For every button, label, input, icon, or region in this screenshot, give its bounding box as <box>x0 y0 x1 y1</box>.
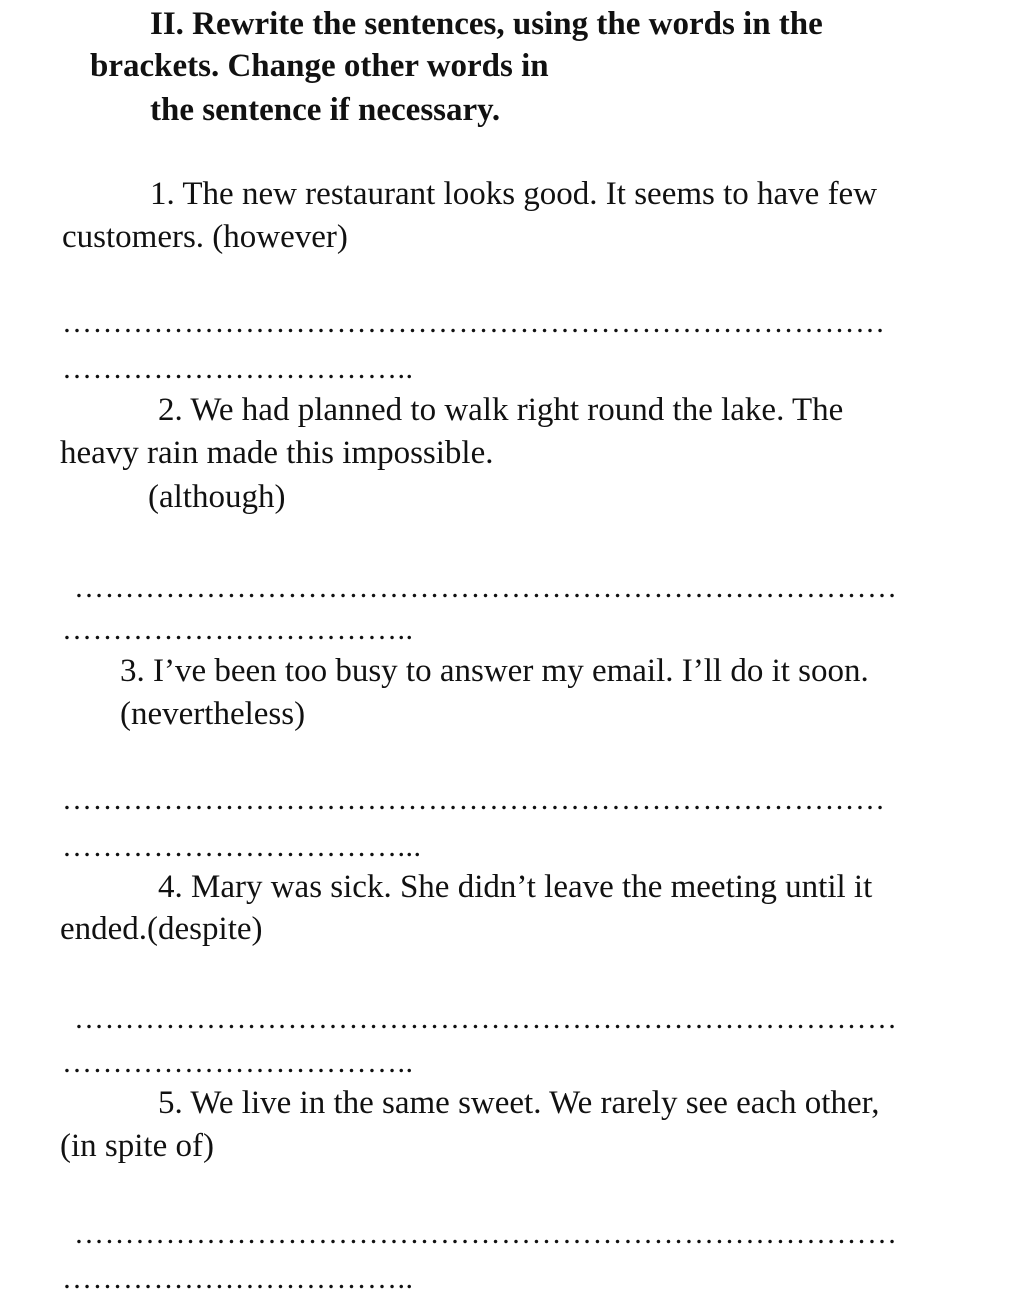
question-3-line-1: 3. I’ve been too busy to answer my email. I’ll do it soon. <box>120 653 869 689</box>
question-5-line-2: (in spite of) <box>60 1128 214 1164</box>
question-4-line-1: 4. Mary was sick. She didn’t leave the meeting until it <box>158 869 873 905</box>
question-5-line-1: 5. We live in the same sweet. We rarely see each other, <box>158 1085 880 1121</box>
answer-line-5b[interactable]: …………………………….. <box>62 1264 414 1294</box>
answer-line-3b[interactable]: ……………………………... <box>62 832 422 862</box>
question-1-line-1: 1. The new restaurant looks good. It seems to have few <box>150 176 878 212</box>
question-2-line-3: (although) <box>148 479 286 515</box>
question-2-line-1: 2. We had planned to walk right round the lake. The <box>158 392 844 428</box>
answer-line-2a[interactable]: ……………………………………………………………………… <box>74 573 898 603</box>
answer-line-4b[interactable]: …………………………….. <box>62 1048 414 1078</box>
question-3-line-2: (nevertheless) <box>120 696 306 732</box>
answer-line-2b[interactable]: …………………………….. <box>62 615 414 645</box>
answer-line-1a[interactable]: ……………………………………………………………………… <box>62 308 886 338</box>
question-2-line-2: heavy rain made this impossible. <box>60 435 494 471</box>
question-1-line-2: customers. (however) <box>62 219 348 255</box>
answer-line-5a[interactable]: ……………………………………………………………………… <box>74 1219 898 1249</box>
answer-line-1b[interactable]: …………………………….. <box>62 354 414 384</box>
heading-line-2: brackets. Change other words in <box>90 48 549 84</box>
answer-line-3a[interactable]: ……………………………………………………………………… <box>62 785 886 815</box>
heading-line-3: the sentence if necessary. <box>150 92 501 128</box>
heading-line-1: II. Rewrite the sentences, using the words in the <box>150 6 823 42</box>
answer-line-4a[interactable]: ……………………………………………………………………… <box>74 1004 898 1034</box>
question-4-line-2: ended.(despite) <box>60 911 263 947</box>
